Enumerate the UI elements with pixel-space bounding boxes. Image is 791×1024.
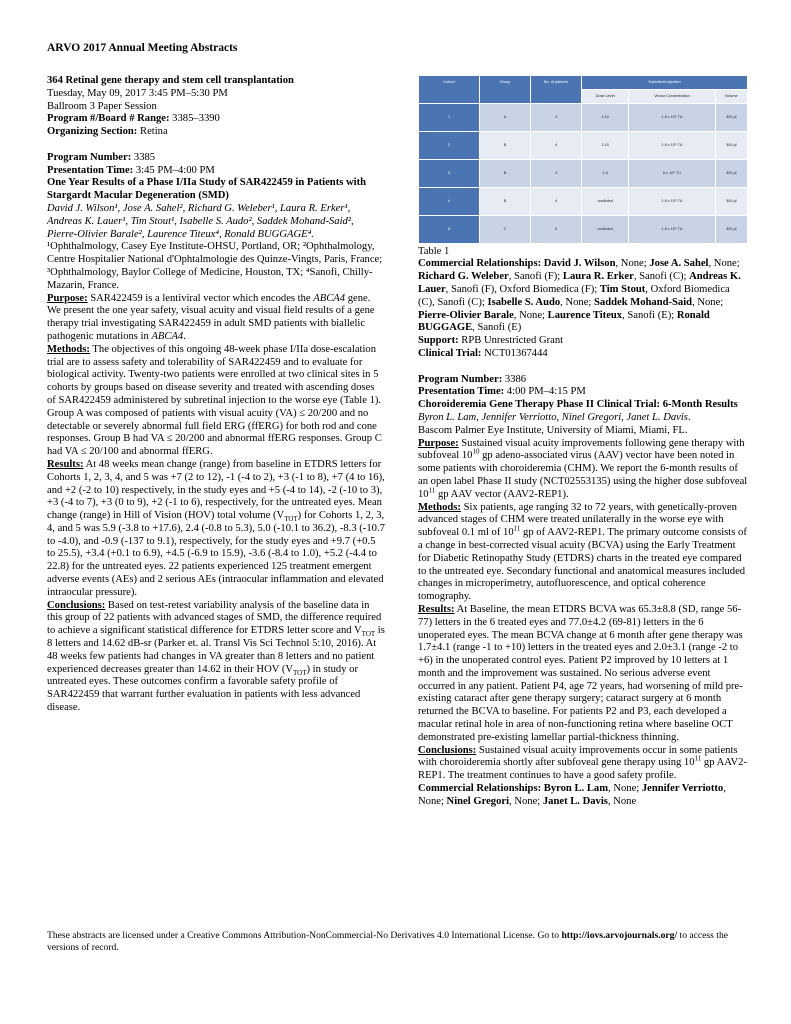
table-header-injection: Subretinal Injection [582,76,748,90]
abstract2-results: Results: At Baseline, the mean ETDRS BCVA was 65.3±8.8 (SD, range 56-77) letters in the 6 treated eyes and 77.0±4.2 (69-81) letters in the 6 unoperated eyes. The mean BCVA change at 6 month after gene therapy was 1.7±4.1 (range -1 to +10) letters in the treated eyes and 2.0±3.1 (range -2 to +6) in the unoperated control eyes. Patient P2 improved by 10 letters at 1 month and the improvement was sustained. No serious adverse event occurred in any patient. Patient P4, age 72 years, had worsening of mild pre-existing cataract after gene therapy surgery; cataract surgery at 6 month returned the BCVA to baseline. For patients P2 and P3, each developed a macular retinal hole in area of non-functioning retina where baseline OCT demonstrated pre-existing lamellar partial-thickness thinning. [418,603,743,743]
session-date: Tuesday, May 09, 2017 3:45 PM–5:30 PM [47,87,228,99]
abstract1-affiliations: ¹Ophthalmology, Casey Eye Institute-OHSU, Portland, OR; ²Ophthalmology, Centre Hospitalier National d'Ophtalmologie des Quinze-Vingts, Paris, France; ³Ophthalmology, Baylor College of Medicine, Houston, TX; ⁴Sanofi, Chilly-Mazarin, France. [47,241,383,291]
author-name: Jose A. Sahel [649,258,709,270]
commercial-relationships-2: Commercial Relationships: Byron L. Lam, None; Jennifer Verriotto, None; Ninel Gregori, None; Janet L. Davis, None [418,783,726,807]
disclosure-text: , None; [513,309,548,321]
abstract1-conclusions: Conclusions: Based on test-retest variability analysis of the baseline data in this group of 22 patients with advanced stages of SMD, the difference required to achieve a significant statistical difference for ETDRS letter score and $V_{TOT}$ is 8 letters and 14.62 dB-sr (Parker et. al. Transl Vis Sci Technol 5:10, 2016). At 48 weeks few patients had changes in VA greater than 8 letters and no patient experienced decreases greater than 14.62 in their HOV $(V_{TOT})$ in study or untreated eyes. These outcomes confirm a favorable safety profile of SAR422459 that warrant further evaluation in patients with less advanced disease. [47,599,385,714]
abstract2-authors: Byron L. Lam, Jennifer Verriotto, Ninel Gregori, Janet L. Davis [418,411,688,423]
author-name: Tim Stout [599,283,646,295]
support: Support: RPB Unrestricted Grant [418,335,564,347]
table-row: 2 B 4 1:10 1.8 x 10⁵ TU 300 µl [419,131,748,159]
table-row: 3 B 4 1:3 6 x 10⁵ TU 300 µl [419,159,748,187]
presentation-time-1: Presentation Time: 3:45 PM–4:00 PM [47,164,215,176]
program-number-1: Program Number: 3385 [47,151,156,163]
author-name: Richard G. Weleber [418,271,509,283]
abstract2-affiliation: Bascom Palmer Eye Institute, University of Miami, Miami, FL. [418,424,688,436]
author-name: Pierre-Olivier Barale [418,309,514,321]
commercial-relationships-1: Commercial Relationships: David J. Wilson, None; Jose A. Sahel, None; Richard G. Weleber, Sanofi (F); Laura R. Erker, Sanofi (C); Andreas K. Lauer, Sanofi (F), Oxford Biomedica (F); Tim Stout, Oxford Biomedica (C), Sanofi (C); Isabelle S. Audo, None; Saddek Mohand-Said, None; Pierre-Olivier Barale, None; Laurence Titeux, Sanofi (E); Ronald BUGGAGE, Sanofi (E) [418,258,741,334]
left-column [47,75,385,715]
table-subheader-dose: Dose Level [582,89,629,103]
table-row: 4 B 4 undiluted 1.8 x 10⁶ TU 300 µl [419,187,748,215]
disclosure-text: , Sanofi (F); [508,271,563,283]
disclosure-text: , None; [708,258,740,270]
disclosure-text: , Sanofi (E); [622,309,677,321]
author-name: Andreas K. Lauer [418,271,741,295]
disclosure-text: , Sanofi (C); [633,271,690,283]
disclosure-text: , None; [692,296,724,308]
abstract1-results: Results: At 48 weeks mean change (range) from baseline in ETDRS letters for Cohorts 1, 2, 3, 4, and 5 was +7 (2 to 12), -1 (-4 to 2), +3 (-1 to 8), +7 (4 to 16), and +2 (-2 to 10) respectively, in the study eyes and +5 (-4 to 14), -2 (-10 to 3), +3 (-4 to 7), +3 (0 to 9), +2 (-1 to 6), respectively, for the untreated eyes. Mean change (range) in Hill of Vision (HOV) total volume $(V_{TOT})$ for Cohorts 1, 2, 3, 4, and 5 was 5.9 (-3.8 to +17.6), 2.4 (-0.8 to 5.3), 5.0 (-10.1 to 36.2), -8.3 (-10.7 to -4.0), and -0.9 (-137 to 9.1), respectively, for the study eyes and +9.7 (+0.5 to 25.5), +3.4 (+0.1 to 6.9), +4.5 (-6.9 to 15.9), -3.6 (-8.4 to 1.0), +5.2 (-4.4 to 22.8) for the untreated eyes. 22 patients experienced 125 treatment emergent adverse events (AEs) and 2 serious AEs (intraocular inflammation and elevated intraocular pressure). [47,458,385,598]
table-header-cohort: Cohort [419,76,480,104]
abstract1-methods: Methods: The objectives of this ongoing 48-week phase I/IIa dose-escalation trial are to assess safety and tolerability of SAR422459 and to evaluate for biological activity. Twenty-two patients were enrolled at two clinical sites in 5 cohorts by groups based on disease severity and treated with ascending doses of SAR422459 administered by subretinal injection to the worse eye (Table 1). Group A was composed of patients with visual acuity (VA) ≤ 20/200 and no detectable or severely abnormal full field ERG (ffERG) for both rod and cone responses. Group B had VA ≤ 20/200 and abnormal ffERG responses. Group C had VA ≤ 20/100 and abnormal ffERG. [47,343,382,458]
abstract1-purpose: Purpose: SAR422459 is a lentiviral vector which encodes the ABCA4 gene. We present the one year safety, visual acuity and visual field results of a gene therapy trial investigating SAR422459 in adult SMD patients with biallelic pathogenic mutations in ABCA4. [47,292,375,342]
license-footer: These abstracts are licensed under a Creative Commons Attribution-NonCommercial-No Derivatives 4.0 International License. Go to http://iovs.arvojournals.org/ to access the versions of record. [47,930,729,953]
disclosure-text: , Oxford Biomedica (C), Sanofi (C); [418,283,730,308]
presentation-time-2: Presentation Time: 4:00 PM–4:15 PM [418,386,586,398]
disclosure-text: , None; [560,296,595,308]
abstract2-purpose: Purpose: Sustained visual acuity improvements following gene therapy with subfoveal $10^{10}$ gp adeno-associated virus (AAV) vector have been noted in some patients with choroideremia (CHM). We report the 6-month results of an open label Phase II study (NCT02553135) using the higher dose subfoveal $10^{11}$ gp AAV vector (AAV2-REP1). [418,437,748,500]
author-name: Isabelle S. Audo [487,296,561,308]
table-header-patients: No. of patients [531,76,582,104]
abstract2-title: Choroideremia Gene Therapy Phase II Clinical Trial: 6-Month Results [418,399,738,411]
disclosure-text: , Sanofi (E) [472,322,522,334]
board-range: Program #/Board # Range: 3385–3390 [47,113,220,125]
table-header-group: Group [480,76,531,104]
journal-link[interactable]: http://iovs.arvojournals.org/ [561,930,678,941]
author-name: Saddek Mohand-Said [594,296,693,308]
author-name: Laurence Titeux [547,309,623,321]
abstract2-conclusions: Conclusions: Sustained visual acuity improvements occur in some patients with choroideremia shortly after subfoveal gene therapy using $10^{11}$ gp AAV2-REP1. The treatment continues to have a good safety profile. [418,744,747,782]
session-room: Ballroom 3 Paper Session [47,100,157,112]
page-header: ARVO 2017 Annual Meeting Abstracts [47,42,238,54]
disclosure-text: , Sanofi (F), Oxford Biomedica (F); [445,283,600,295]
author-name: Laura R. Erker [562,271,634,283]
abstract1-authors: David J. Wilson¹, Jose A. Sahel², Richard G. Weleber¹, Laura R. Erker¹, Andreas K. Lauer¹, Tim Stout¹, Isabelle S. Audo², Saddek Mohand-Said², Pierre-Olivier Barale², Laurence Titeux⁴, Ronald BUGGAGE⁴. [47,202,354,240]
abstract1-title: One Year Results of a Phase I/IIa Study of SAR422459 in Patients with Stargardt Macular Degeneration (SMD) [47,177,367,202]
table-1 [418,75,748,244]
program-number-2: Program Number: 3386 [418,373,527,385]
abstract2-methods: Methods: Six patients, age ranging 32 to 72 years, with genetically-proven advanced stages of CHM were treated unilaterally in the worse eye with subfoveal 0.1 ml of $10^{11}$ gp of AAV2-REP1. The primary outcome consists of a change in best-corrected visual acuity (BCVA) using the Early Treatment for Diabetic Retinopathy Study (ETDRS) charts in the treated eye compared to the untreated eye. Secondary functional and anatomical measures included changes in microperimetry, autofluorescence, and optical coherence tomography. [418,501,747,603]
session-title: 364 Retinal gene therapy and stem cell transplantation [47,75,294,86]
disclosure-text: , None; [615,258,650,270]
right-column: Cohort Group No. of patients Subretinal Injection Dose Level Vector Concentration Volume 1 A 4 1:10 1.8 x 10⁵ TU 300 µl 2 B 4 1:10 1.8 x 10⁵ TU 300 µl 3 B 4 1:3 6 x 10⁵ TU 300 µl 4 B 4 undiluted 1.8 x 10⁶ TU 300 µl 5 C 6 undiluted 1.8 x 10⁶ TU 300 µl Table 1 Commercial Relationships: David J. Wilson, None; Jose A. Sahel, None; Richard G. Weleber, Sanofi (F); Laura R. Erker, Sanofi (C); Andreas K. Lauer, Sanofi (F), Oxford Biomedica (F); Tim Stout, Oxford Biomedica (C), Sanofi (C); Isabelle S. Audo, None; Saddek Mohand-Said, None; Pierre-Olivier Barale, None; Laurence Titeux, Sanofi (E); Ronald BUGGAGE, Sanofi (E) Support: RPB Unrestricted Grant Clinical Trial: NCT01367444 Program Number: 3386 Presentation Time: 4:00 PM–4:15 PM Choroideremia Gene Therapy Phase II Clinical Trial: 6-Month Results Byron L. Lam, Jennifer Verriotto, Ninel Gregori, Janet L. Davis. Bascom Palmer Eye Institute, University of Miami, Miami, FL. Purpose: Sustained visual acuity improvements following gene therapy with subfoveal $10^{10}$ gp adeno-associated virus (AAV) vector have been noted in some patients with choroideremia (CHM). We report the 6-month results of an open label Phase II study (NCT02553135) using the higher dose subfoveal $10^{11}$ gp AAV vector (AAV2-REP1). Methods: Six patients, age ranging 32 to 72 years, with genetically-proven advanced stages of CHM were treated unilaterally in the worse eye with subfoveal 0.1 ml of $10^{11}$ gp of AAV2-REP1. The primary outcome consists of a change in best-corrected visual acuity (BCVA) using the Early Treatment for Diabetic Retinopathy Study (ETDRS) charts in the treated eye compared to the untreated eye. Secondary functional and anatomical measures included changes in microperimetry, autofluorescence, and optical coherence tomography. Results: At Baseline, the mean ETDRS BCVA was 65.3±8.8 (SD, range 56-77) letters in the 6 treated eyes and 77.0±4.2 (69-81) letters in the 6 unoperated eyes. The mean BCVA change at 6 month after gene therapy was 1.7±4.1 (range -1 to +10) letters in the treated eyes and 2.0±3.1 (range -2 to +6) in the unoperated control eyes. Patient P2 improved by 10 letters at 1 month and the improvement was sustained. No serious adverse event occurred in any patient. Patient P4, age 72 years, had worsening of mild pre-existing cataract after gene therapy surgery; cataract surgery at 6 month returned the BCVA to baseline. For patients P2 and P3, each developed a macular retinal hole in area of non-functioning retina where baseline OCT demonstrated pre-existing lamellar partial-thickness thinning. Conclusions: Sustained visual acuity improvements occur in some patients with choroideremia shortly after subfoveal gene therapy using $10^{11}$ gp AAV2-REP1. The treatment continues to have a good safety profile. Commercial Relationships: Byron L. Lam, None; Jennifer Verriotto, None; Ninel Gregori, None; Janet L. Davis, None [418,75,748,809]
table-subheader-conc: Vector Concentration [629,89,715,103]
author-name: Ronald BUGGAGE [418,309,710,334]
table-row: 5 C 6 undiluted 1.8 x 10⁶ TU 300 µl [419,215,748,243]
organizing-section: Organizing Section: Retina [47,126,168,138]
author-name: David J. Wilson [543,258,616,270]
table-row: 1 A 4 1:10 1.8 x 10⁵ TU 300 µl [419,103,748,131]
clinical-trial: Clinical Trial: NCT01367444 [418,347,548,359]
table-caption: Table 1 [418,245,450,257]
table-subheader-volume: Volume [715,89,747,103]
